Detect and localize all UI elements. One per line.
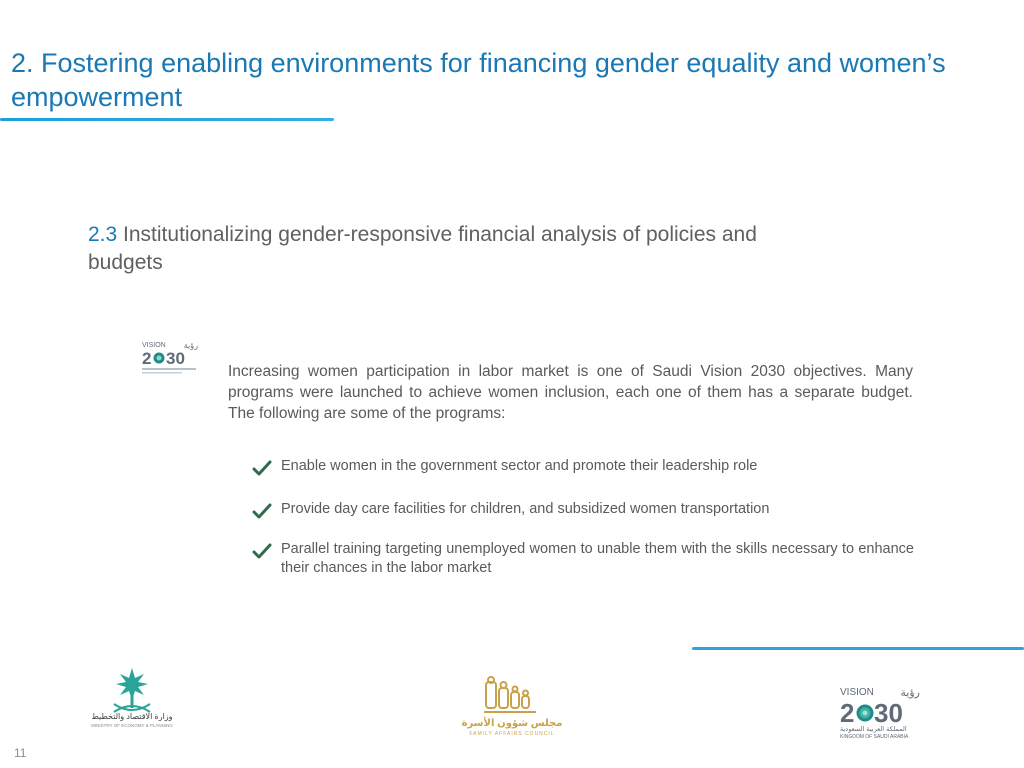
checkmark-icon <box>252 502 272 520</box>
vision-small-flower-icon <box>154 353 165 364</box>
checkmark-icon <box>252 542 272 560</box>
vision-large-flower-icon <box>857 705 874 722</box>
section-number: 2.3 <box>88 223 118 246</box>
vision-large-arabic: رؤية <box>900 686 920 699</box>
vision-large-word: VISION <box>840 687 874 698</box>
vision-large-english-caption: KINGDOM OF SAUDI ARABIA <box>840 734 909 740</box>
palm-swords-emblem-icon <box>114 668 150 712</box>
ministry-arabic-caption: وزارة الاقتصاد والتخطيط <box>91 712 173 721</box>
footer-rule <box>692 647 1024 650</box>
title-underline <box>0 118 334 121</box>
vision-small-arabic: رؤية <box>183 341 198 350</box>
vision-large-year-left: 2 <box>840 698 855 728</box>
vision-small-word: VISION <box>142 342 166 349</box>
ministry-english-caption: MINISTRY OF ECONOMY & PLANNING <box>91 723 173 728</box>
list-item-text: Provide day care facilities for children, and subsidized women transportation <box>281 501 770 517</box>
section-heading <box>88 221 808 277</box>
list-item-text: Parallel training targeting unemployed women to unable them with the skills necessary to enhance their chances in the labor market <box>281 541 914 576</box>
vision-small-year-left: 2 <box>142 349 152 368</box>
list-item-text: Enable women in the government sector and promote their leadership role <box>281 458 758 474</box>
slide-title: 2. Fostering enabling environments for financing gender equality and women’s empowerment <box>11 48 946 112</box>
vision-large-arabic-caption: المملكة العربية السعودية <box>840 725 907 733</box>
family-affairs-council-logo <box>482 676 540 716</box>
intro-paragraph: Increasing women participation in labor market is one of Saudi Vision 2030 objectives. Many programs were launched to achieve women inclusion, each one of them has a separate budget. The following are some of the programs: <box>228 363 913 422</box>
family-council-arabic-caption: مجلس شؤون الأسرة <box>461 718 563 729</box>
family-figures-icon <box>484 677 536 712</box>
vision-2030-logo-small <box>138 338 200 376</box>
family-council-english-caption: FAMILY AFFAIRS COUNCIL <box>469 731 555 737</box>
page-number: 11 <box>14 746 27 760</box>
section-heading-text: Institutionalizing gender-responsive financial analysis of policies and budgets <box>88 223 757 274</box>
vision-2030-logo-large <box>836 684 922 740</box>
checkmark-icon <box>252 459 272 477</box>
vision-small-year-right: 30 <box>166 349 185 368</box>
vision-large-year-right: 30 <box>874 698 903 728</box>
